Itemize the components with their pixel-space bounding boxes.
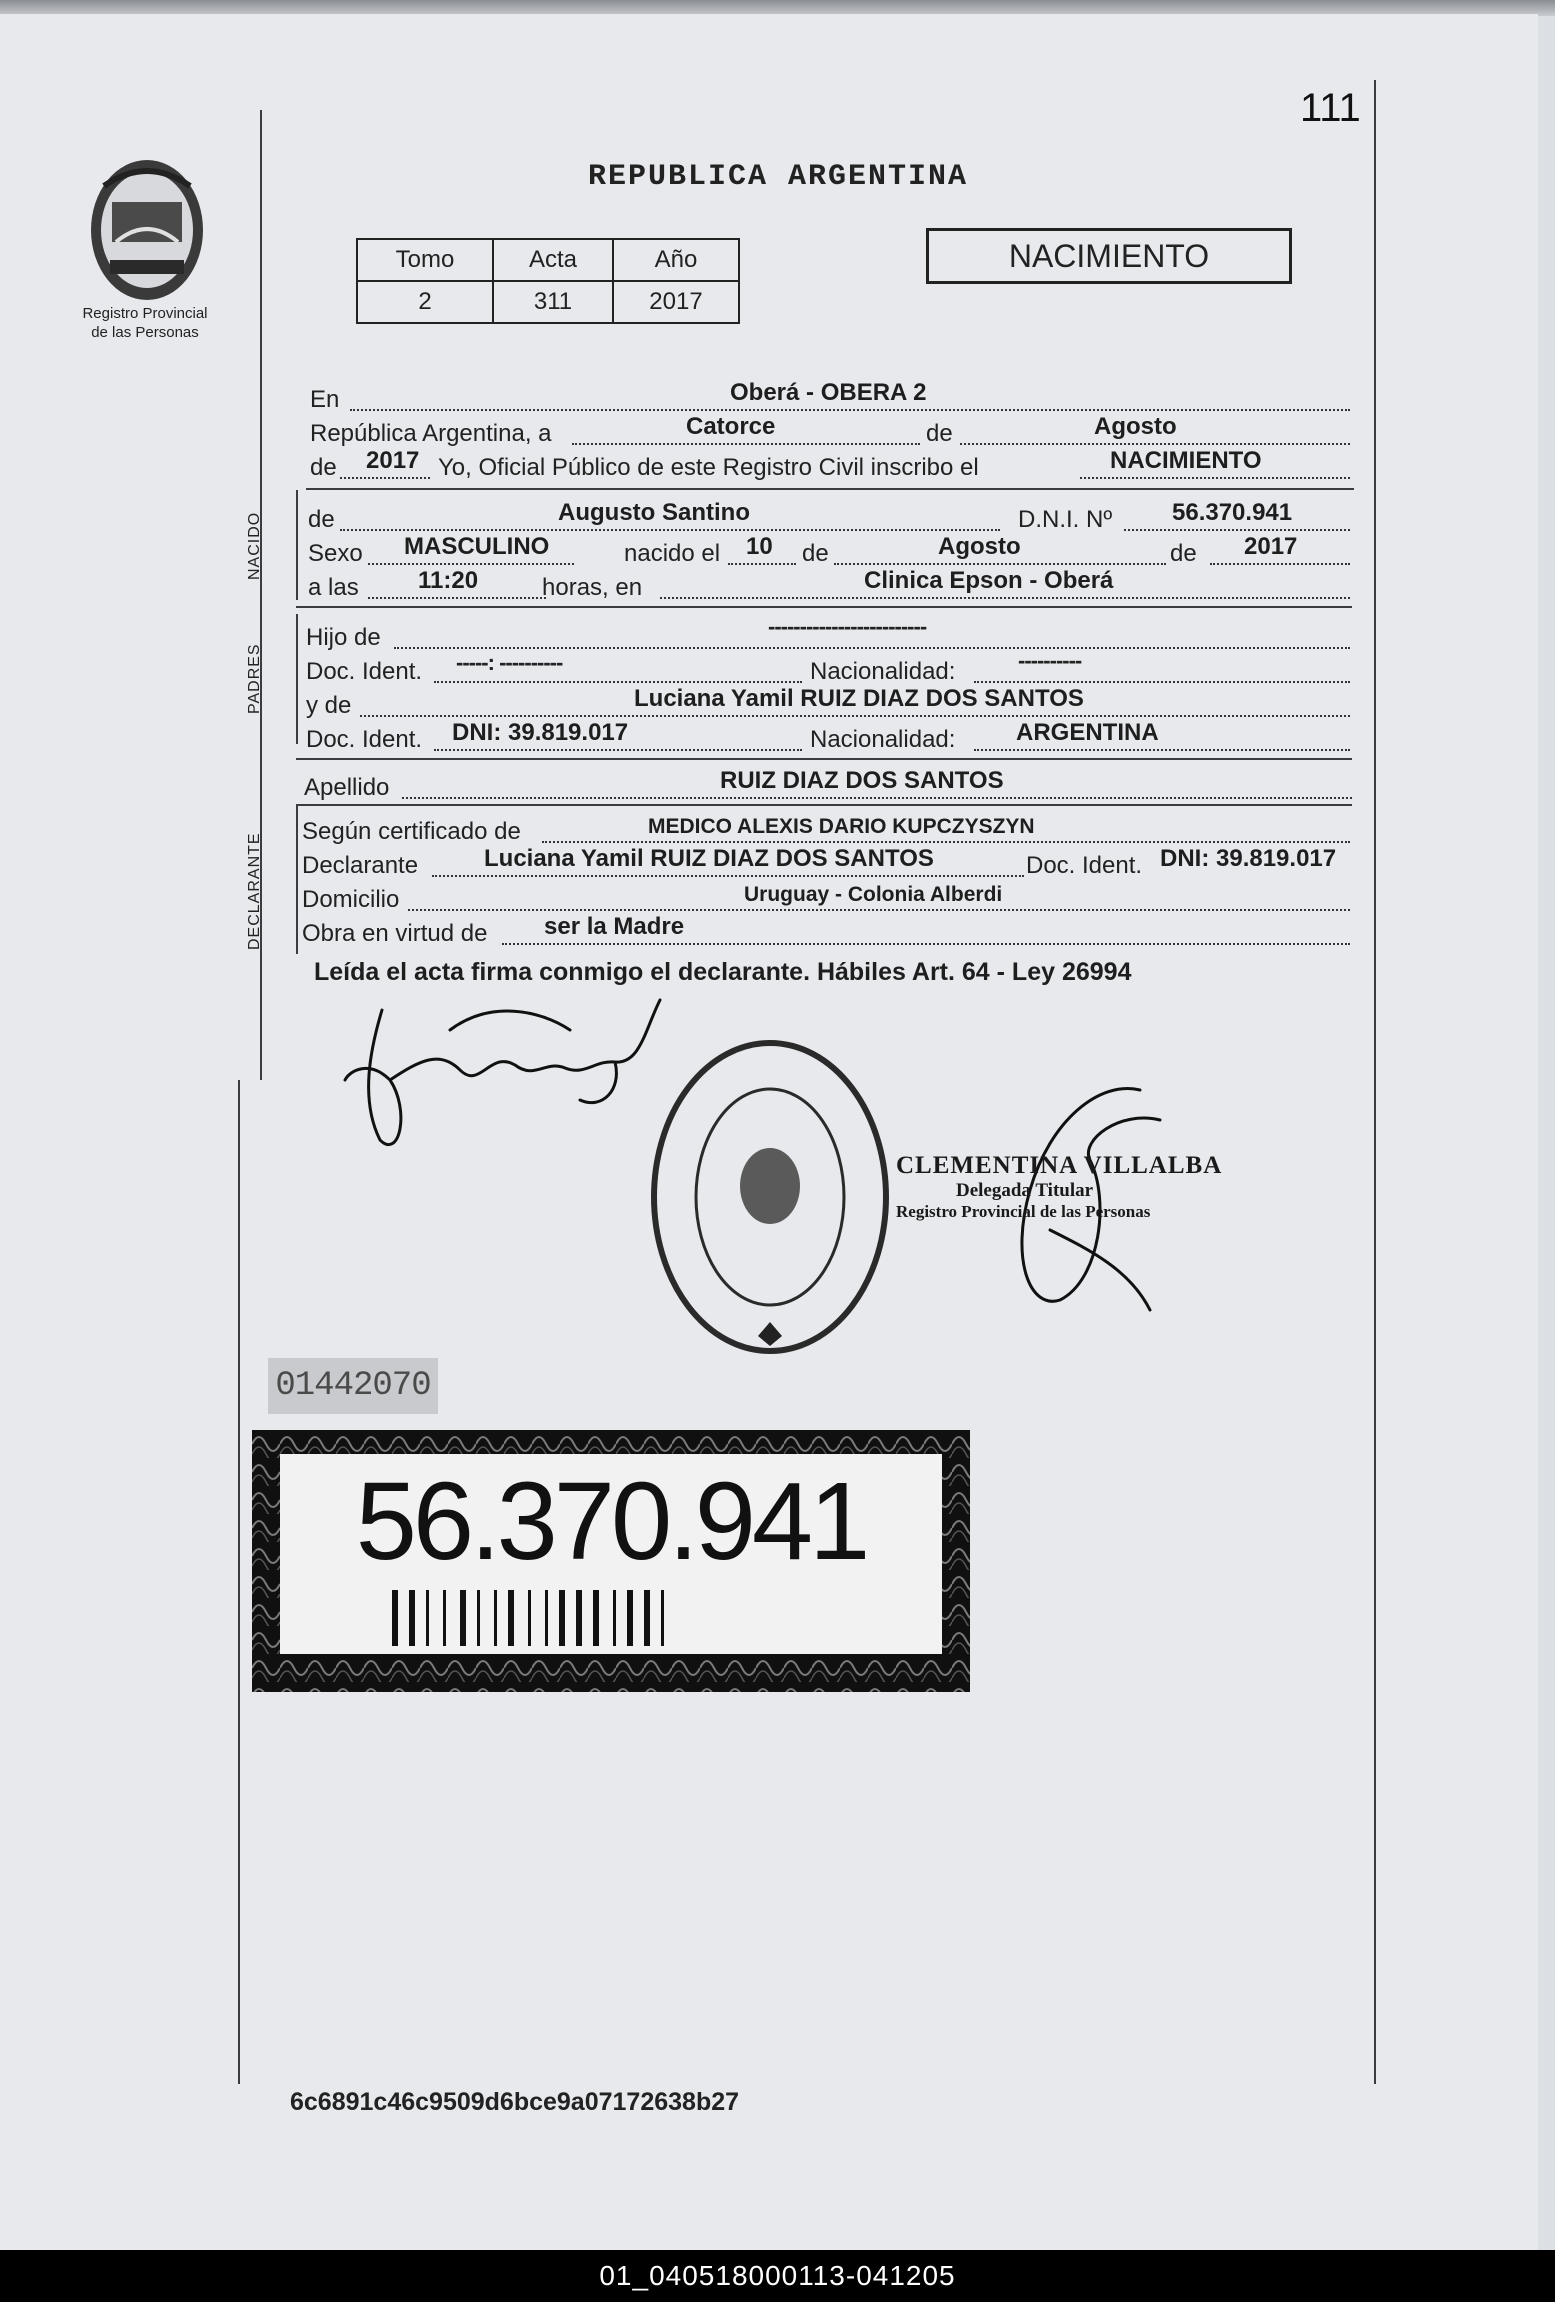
serial-stamp: 01442070: [268, 1358, 438, 1414]
barcode-bar: [494, 1590, 497, 1646]
barcode-bar: [576, 1590, 582, 1646]
born-label: nacido el: [624, 540, 721, 567]
child-dni-label: D.N.I. Nº: [1018, 506, 1113, 533]
father-doc: -----: ----------: [456, 650, 563, 675]
registry-year: 2017: [366, 447, 420, 474]
official-seal: [646, 1036, 894, 1358]
provincial-crest-logo: [86, 156, 208, 304]
declarant-signature: [340, 990, 670, 1160]
date-row: [310, 414, 1350, 448]
right-margin-rule: [1374, 80, 1376, 2084]
barcode-bar: [545, 1590, 548, 1646]
y-de-label: y de: [306, 692, 352, 719]
barcode: [392, 1590, 832, 1646]
barcode-bar: [426, 1590, 429, 1646]
time-row: [308, 568, 1350, 602]
barcode-bar: [644, 1590, 650, 1646]
mother-doc: DNI: 39.819.017: [452, 719, 629, 746]
sex-value: MASCULINO: [404, 533, 550, 560]
document-hash: 6c6891c46c9509d6bce9a07172638b27: [290, 2088, 740, 2116]
section-label-declarante: DECLARANTE: [246, 832, 263, 950]
barcode-bar: [613, 1590, 616, 1646]
father-name: -------------------------: [768, 614, 927, 639]
father-nac-label: Nacionalidad:: [810, 658, 956, 685]
birth-place-label: horas, en: [542, 574, 643, 601]
barcode-bar: [409, 1590, 415, 1646]
declarant-doc-label: Doc. Ident.: [1026, 852, 1143, 879]
domicile-value: Uruguay - Colonia Alberdi: [744, 883, 1003, 906]
officer-role: Delegada Titular: [956, 1180, 1094, 1201]
mother-name: Luciana Yamil RUIZ DIAZ DOS SANTOS: [634, 685, 1084, 712]
domicile-row: [302, 880, 1350, 914]
closing-statement: Leída el acta firma conmigo el declarante. Hábiles Art. 64 - Ley 26994: [314, 958, 1132, 986]
born-year: 2017: [1244, 533, 1298, 560]
officer-name: CLEMENTINA VILLALBA: [896, 1152, 1223, 1179]
dni-number: 56.370.941: [355, 1460, 867, 1583]
barcode-bar: [460, 1590, 466, 1646]
child-name-row: [308, 500, 1350, 534]
section-rule: [306, 488, 1354, 490]
registry-text: Yo, Oficial Público de este Registro Civil inscribo el: [438, 454, 979, 481]
father-nac: ----------: [1018, 648, 1082, 673]
page-number: 111: [1300, 86, 1361, 130]
domicile-label: Domicilio: [302, 886, 400, 913]
virtue-row: [302, 914, 1350, 948]
surname-value: RUIZ DIAZ DOS SANTOS: [720, 767, 1004, 794]
left-margin-rule-lower: [238, 1080, 240, 2084]
tomo-value: 2: [357, 281, 493, 323]
surname-row: [304, 768, 1352, 802]
birth-row: [308, 534, 1350, 568]
barcode-bar: [443, 1590, 446, 1646]
child-name: Augusto Santino: [558, 499, 750, 526]
section-label-padres: PADRES: [246, 643, 263, 714]
birth-place: Clinica Epson - Oberá: [864, 567, 1114, 594]
acta-header: Acta: [493, 239, 613, 281]
barcode-bar: [627, 1590, 633, 1646]
anio-header: Año: [613, 239, 739, 281]
born-de-label-2: de: [1170, 540, 1197, 567]
mother-doc-label: Doc. Ident.: [306, 726, 423, 753]
mother-nac: ARGENTINA: [1016, 719, 1159, 746]
date-month: Agosto: [1094, 413, 1177, 440]
declarant-doc: DNI: 39.819.017: [1160, 845, 1337, 872]
father-row: [306, 614, 1350, 652]
place-row: [310, 380, 1350, 414]
registry-de-label: de: [310, 454, 337, 481]
section-bracket: [296, 490, 298, 600]
barcode-bar: [593, 1590, 599, 1646]
born-de-label: de: [802, 540, 829, 567]
section-rule: [296, 758, 1352, 760]
declarant-label: Declarante: [302, 852, 419, 879]
virtue-label: Obra en virtud de: [302, 920, 488, 947]
barcode-bar: [559, 1590, 565, 1646]
dni-plate-panel: [280, 1454, 942, 1654]
record-type-box: NACIMIENTO: [926, 228, 1292, 284]
time-label: a las: [308, 574, 359, 601]
footer-file-id: 01_040518000113-041205: [0, 2250, 1555, 2302]
certificate-row: [302, 812, 1350, 846]
tomo-header: Tomo: [357, 239, 493, 281]
surname-label: Apellido: [304, 774, 390, 801]
certificate-value: MEDICO ALEXIS DARIO KUPCZYSZYN: [648, 815, 1035, 838]
barcode-bar: [392, 1590, 398, 1646]
section-label-nacido: NACIDO: [246, 511, 263, 580]
hijo-label: Hijo de: [306, 624, 381, 651]
father-doc-label: Doc. Ident.: [306, 658, 423, 685]
section-rule: [296, 606, 1352, 608]
record-table: [356, 238, 740, 324]
registry-type: NACIMIENTO: [1110, 447, 1262, 474]
acta-value: 311: [493, 281, 613, 323]
father-doc-row: [306, 648, 1350, 686]
sex-label: Sexo: [308, 540, 363, 567]
officer-org: Registro Provincial de las Personas: [896, 1202, 1151, 1221]
barcode-bar: [661, 1590, 664, 1646]
certificate-label: Según certificado de: [302, 818, 521, 845]
place-value: Oberá - OBERA 2: [730, 379, 927, 406]
logo-caption: Registro Provincial de las Personas: [82, 305, 208, 341]
barcode-bar: [477, 1590, 480, 1646]
dni-plate: [252, 1430, 970, 1692]
child-dni: 56.370.941: [1172, 499, 1293, 526]
place-label: En: [310, 386, 340, 413]
declarant-row: [302, 846, 1350, 880]
time-value: 11:20: [418, 567, 479, 594]
officer-stamp: [896, 1152, 1222, 1222]
document-title: REPUBLICA ARGENTINA: [588, 160, 969, 194]
section-bracket: [296, 614, 298, 744]
registry-row: [310, 448, 1350, 482]
born-day: 10: [746, 533, 773, 560]
virtue-value: ser la Madre: [544, 913, 685, 940]
barcode-bar: [508, 1590, 514, 1646]
declarant-name: Luciana Yamil RUIZ DIAZ DOS SANTOS: [484, 845, 934, 872]
born-month: Agosto: [938, 533, 1021, 560]
section-rule: [296, 804, 1352, 806]
date-day: Catorce: [686, 413, 776, 440]
child-name-label: de: [308, 506, 335, 533]
mother-nac-label: Nacionalidad:: [810, 726, 956, 753]
date-label: República Argentina, a: [310, 420, 552, 447]
mother-row: [306, 686, 1350, 720]
mother-doc-row: [306, 720, 1350, 754]
barcode-bar: [528, 1590, 531, 1646]
anio-value: 2017: [613, 281, 739, 323]
section-bracket: [296, 806, 298, 954]
date-de-label: de: [926, 420, 953, 447]
